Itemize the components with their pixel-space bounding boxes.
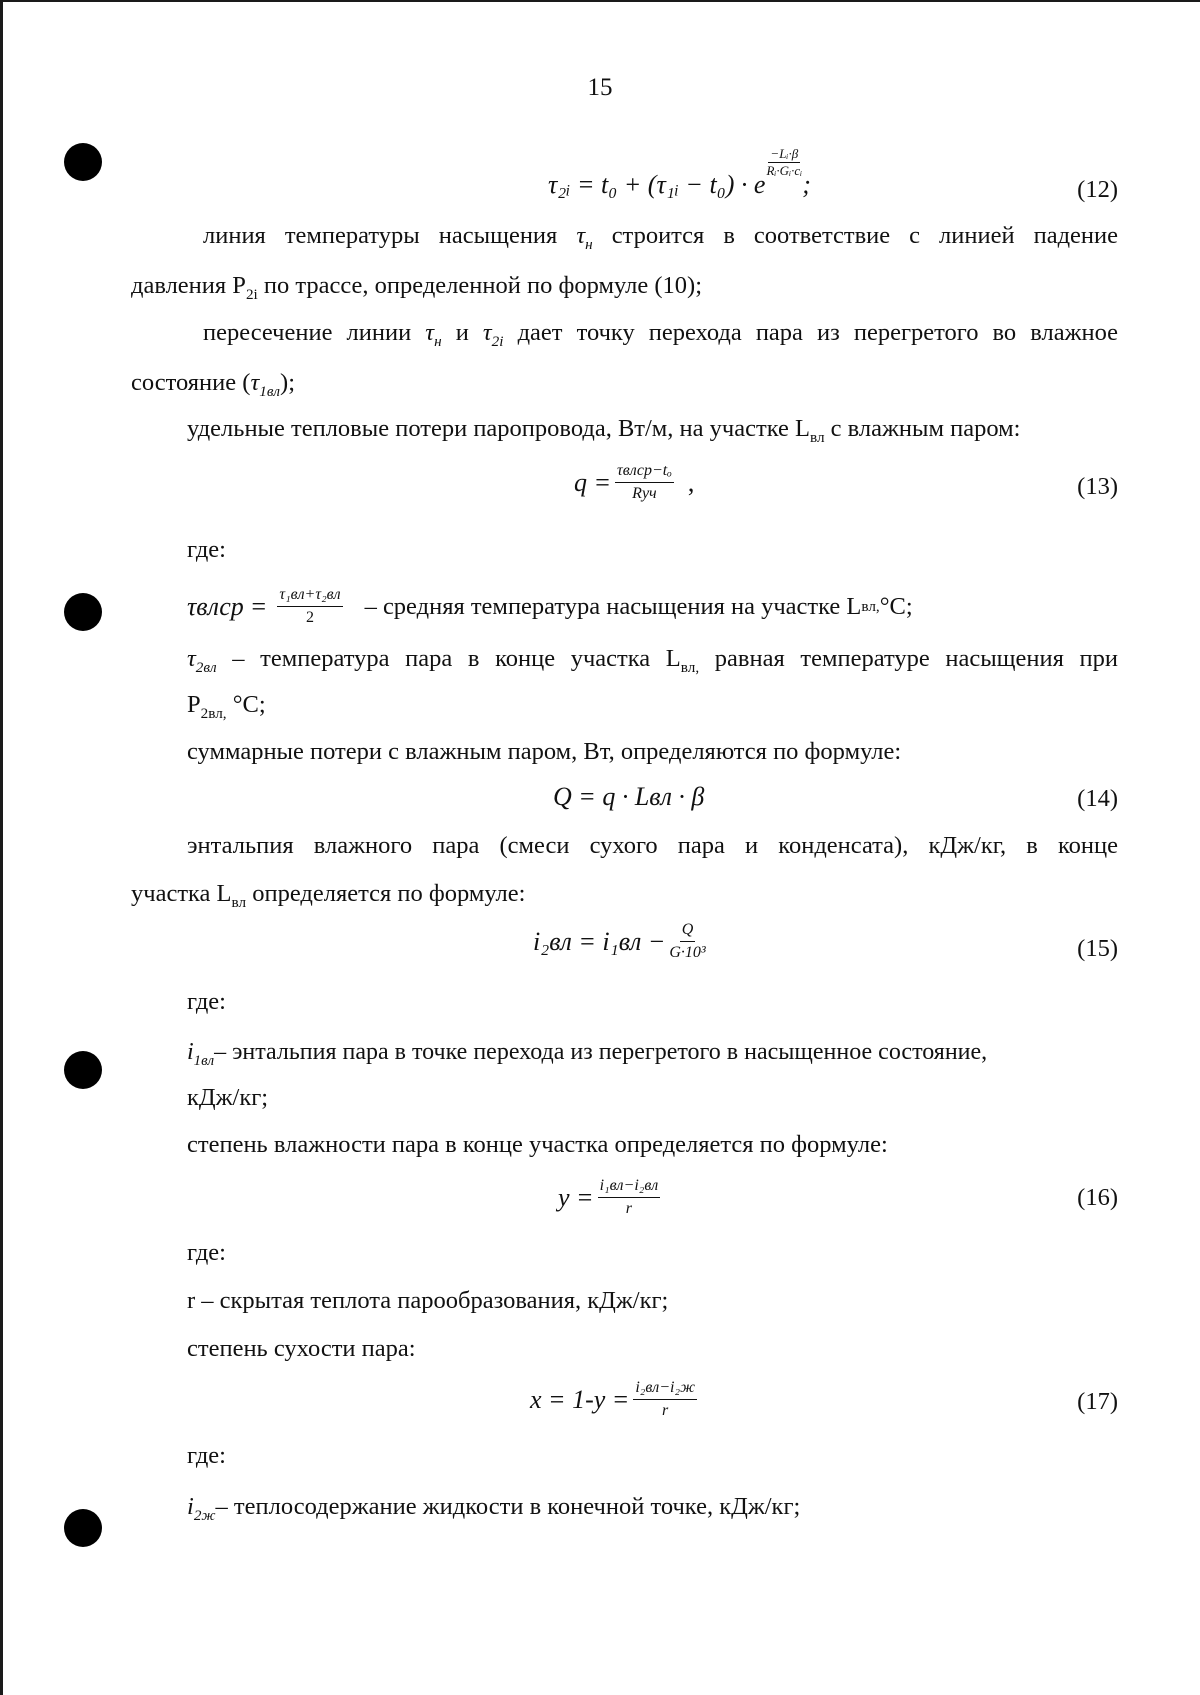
subscript: 1вл (259, 382, 281, 400)
text: с влажным паром: (824, 415, 1021, 442)
definition-enthalpy-transition (187, 1037, 987, 1067)
text: – теплосодержание жидкости в конечной точке, кДж/кг; (215, 1493, 801, 1520)
eq12-exponent (766, 146, 802, 179)
equation-12 (548, 146, 811, 201)
equation-14: Q = q · Lвл · β (553, 782, 705, 811)
text: состояние ( (131, 369, 251, 396)
definition-latent-heat: r – скрытая теплота парообразования, кДж/кг; (187, 1287, 669, 1314)
equation-15 (533, 920, 710, 963)
paragraph-wetness: степень влажности пара в конце участка определяется по формуле: (187, 1131, 888, 1158)
eq17-lhs: x = 1-y = (530, 1384, 630, 1414)
text: равная температуре насыщения при (699, 645, 1119, 672)
equals-sign: = (249, 591, 268, 621)
text: P (187, 691, 201, 718)
eq13-fraction (615, 461, 674, 504)
punch-hole (64, 593, 102, 631)
eq16-numerator: i₁вл−i₂вл (598, 1176, 661, 1198)
eq16-fraction (598, 1176, 661, 1219)
definition-end-temp (187, 644, 1118, 674)
paragraph-intersection-cont (131, 368, 295, 398)
paragraph-total-losses: суммарные потери с влажным паром, Вт, определяются по формуле: (187, 738, 902, 765)
paragraph-enthalpy-cont (131, 879, 525, 909)
where-label: где: (187, 536, 226, 563)
subscript: 2вл (195, 658, 217, 676)
text: °С; (226, 691, 266, 718)
text: °С; (879, 592, 913, 620)
definition-end-temp-cont (187, 690, 266, 720)
subscript: 2вл, (200, 704, 227, 722)
eq15-fraction (669, 920, 705, 963)
subscript: 2ж (193, 1506, 216, 1524)
equation-13 (574, 461, 694, 504)
def1-denominator: 2 (305, 609, 314, 626)
equation-16 (558, 1176, 664, 1219)
paragraph-intersection (203, 318, 1118, 348)
definition-enthalpy-transition-cont: кДж/кг; (187, 1084, 269, 1111)
eq12-lhs: τ₂ᵢ = t₀ + (τ₁ᵢ − t₀) · e (548, 169, 766, 199)
eq13-numerator: τвлср−tₒ (615, 461, 674, 483)
eq15-lhs: i₂вл = i₁вл − (533, 926, 666, 956)
text: ); (280, 369, 295, 396)
text: пересечение линии (203, 319, 412, 346)
text: давления P (131, 272, 246, 299)
symbol-i: i (187, 1039, 194, 1065)
subscript: н (585, 235, 593, 253)
where-label: где: (187, 988, 226, 1015)
scan-border-left (0, 0, 3, 1695)
def1-fraction (277, 585, 342, 628)
symbol-tau: τ (482, 319, 492, 346)
definition-liquid-enthalpy (187, 1492, 800, 1522)
equation-number-13: (13) (1077, 473, 1118, 500)
text: линия температуры насыщения (203, 222, 558, 249)
subscript: вл, (680, 658, 700, 676)
subscript: вл (809, 428, 825, 446)
equation-number-15: (15) (1077, 935, 1118, 962)
paragraph-specific-losses (187, 414, 1020, 444)
punch-hole (64, 1509, 102, 1547)
punch-hole (64, 1051, 102, 1089)
equation-number-12: (12) (1077, 176, 1118, 203)
text: удельные тепловые потери паропровода, Вт/м, на участке L (187, 415, 810, 442)
eq13-lhs: q = (574, 467, 612, 497)
symbol-tau: τ (576, 222, 586, 249)
paragraph-saturation-line-cont (131, 271, 702, 301)
def1-numerator: τ₁вл+τ₂вл (277, 585, 342, 607)
eq17-fraction (633, 1378, 697, 1421)
subscript: вл (231, 893, 247, 911)
text: – средняя температура насыщения на участке L (364, 592, 862, 620)
eq12-tail: ; (802, 169, 811, 199)
eq17-denominator: r (662, 1402, 669, 1419)
eq12-exponent-den: Rᵢ·Gᵢ·cᵢ (766, 163, 803, 178)
symbol-tau: τ (425, 319, 435, 346)
eq16-lhs: y = (558, 1182, 594, 1212)
equation-number-14: (14) (1077, 785, 1118, 812)
paragraph-enthalpy: энтальпия влажного пара (смеси сухого пара и конденсата), кДж/кг, в конце (187, 832, 1118, 859)
subscript: 1вл (193, 1052, 215, 1069)
eq17-numerator: i₂вл−i₂ж (633, 1378, 697, 1400)
subscript: н (434, 332, 442, 350)
equation-17 (530, 1378, 701, 1421)
paragraph-saturation-line (203, 221, 1118, 251)
paragraph-dryness: степень сухости пара: (187, 1335, 416, 1362)
text: дает точку перехода пара из перегретого во влажное (517, 319, 1119, 346)
equation-number-16: (16) (1077, 1184, 1118, 1211)
where-label: где: (187, 1442, 226, 1469)
eq12-exponent-num: −Lᵢ·β (770, 146, 799, 161)
text: – температура пара в конце участка L (232, 645, 681, 672)
where-label: где: (187, 1239, 226, 1266)
scan-border-top (0, 0, 1200, 2)
text: участка L (131, 880, 232, 907)
definition-mean-saturation-temp: τвлср = $\frac{\text{τ₁вл+τ₂вл}}{2}$ – средняя температура насыщения на участке L вл, °С; (187, 586, 913, 626)
symbol-tau: τ (250, 369, 260, 396)
symbol-i: i (187, 1493, 194, 1520)
eq15-denominator: G·10³ (669, 944, 706, 961)
eq15-numerator: Q (680, 920, 696, 942)
subscript: 2i (491, 332, 504, 350)
text: строится в соответствие с линией падение (611, 222, 1119, 249)
punch-hole (64, 143, 102, 181)
symbol-tau-mean: τвлср (187, 591, 244, 621)
eq13-denominator: Rуч (632, 485, 657, 502)
page-number: 15 (587, 74, 613, 101)
symbol-tau: τ (187, 645, 196, 672)
subscript: 2i (245, 285, 258, 303)
text: – энтальпия пара в точке перехода из перегретого в насыщенное состояние, (214, 1039, 988, 1065)
eq13-tail: , (687, 467, 695, 497)
equation-number-17: (17) (1077, 1388, 1118, 1415)
text: и (455, 319, 469, 346)
text: определяется по формуле: (246, 880, 526, 907)
text: по трассе, определенной по формуле (10); (257, 272, 703, 299)
eq16-denominator: r (625, 1200, 633, 1217)
